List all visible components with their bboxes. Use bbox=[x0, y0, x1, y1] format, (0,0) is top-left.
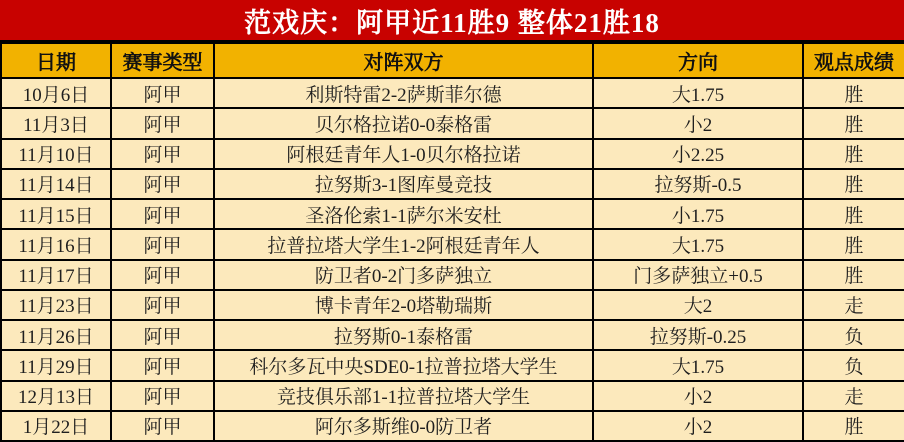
date-cell: 1月22日 bbox=[1, 411, 111, 441]
table-row bbox=[1, 381, 904, 411]
date-cell: 12月13日 bbox=[1, 381, 111, 411]
table-row bbox=[1, 169, 904, 199]
date-cell: 11月14日 bbox=[1, 169, 111, 199]
direction-cell: 大2 bbox=[593, 290, 803, 320]
table-row bbox=[1, 199, 904, 229]
direction-cell: 拉努斯-0.25 bbox=[593, 320, 803, 350]
page-title: 范戏庆：阿甲近11胜9 整体21胜18 bbox=[0, 0, 904, 42]
match-cell: 拉努斯3-1图库曼竞技 bbox=[214, 169, 593, 199]
league-cell: 阿甲 bbox=[111, 290, 214, 320]
result-cell: 胜 bbox=[803, 139, 904, 169]
league-cell: 阿甲 bbox=[111, 108, 214, 138]
league-cell: 阿甲 bbox=[111, 78, 214, 108]
table-row bbox=[1, 108, 904, 138]
result-cell: 负 bbox=[803, 350, 904, 380]
league-cell: 阿甲 bbox=[111, 320, 214, 350]
result-cell: 胜 bbox=[803, 199, 904, 229]
table-body bbox=[1, 78, 904, 441]
table-row bbox=[1, 350, 904, 380]
match-cell: 拉努斯0-1泰格雷 bbox=[214, 320, 593, 350]
direction-cell: 大1.75 bbox=[593, 350, 803, 380]
table-row bbox=[1, 229, 904, 259]
result-cell: 胜 bbox=[803, 229, 904, 259]
col-header-direction: 方向 bbox=[593, 43, 803, 78]
date-cell: 11月15日 bbox=[1, 199, 111, 229]
date-cell: 11月29日 bbox=[1, 350, 111, 380]
table-row bbox=[1, 411, 904, 441]
league-cell: 阿甲 bbox=[111, 229, 214, 259]
league-cell: 阿甲 bbox=[111, 139, 214, 169]
col-header-date: 日期 bbox=[1, 43, 111, 78]
league-cell: 阿甲 bbox=[111, 199, 214, 229]
result-cell: 胜 bbox=[803, 108, 904, 138]
result-cell: 胜 bbox=[803, 169, 904, 199]
date-cell: 11月17日 bbox=[1, 260, 111, 290]
result-cell: 走 bbox=[803, 381, 904, 411]
result-cell: 负 bbox=[803, 320, 904, 350]
date-cell: 11月10日 bbox=[1, 139, 111, 169]
league-cell: 阿甲 bbox=[111, 411, 214, 441]
direction-cell: 大1.75 bbox=[593, 78, 803, 108]
direction-cell: 小2 bbox=[593, 108, 803, 138]
result-cell: 胜 bbox=[803, 411, 904, 441]
result-cell: 胜 bbox=[803, 78, 904, 108]
result-cell: 胜 bbox=[803, 260, 904, 290]
league-cell: 阿甲 bbox=[111, 381, 214, 411]
match-cell: 阿根廷青年人1-0贝尔格拉诺 bbox=[214, 139, 593, 169]
match-cell: 博卡青年2-0塔勒瑞斯 bbox=[214, 290, 593, 320]
match-cell: 阿尔多斯维0-0防卫者 bbox=[214, 411, 593, 441]
direction-cell: 小1.75 bbox=[593, 199, 803, 229]
direction-cell: 小2 bbox=[593, 381, 803, 411]
result-cell: 走 bbox=[803, 290, 904, 320]
match-cell: 贝尔格拉诺0-0泰格雷 bbox=[214, 108, 593, 138]
table-row bbox=[1, 320, 904, 350]
match-cell: 防卫者0-2门多萨独立 bbox=[214, 260, 593, 290]
direction-cell: 小2 bbox=[593, 411, 803, 441]
col-header-league: 赛事类型 bbox=[111, 43, 214, 78]
league-cell: 阿甲 bbox=[111, 260, 214, 290]
league-cell: 阿甲 bbox=[111, 350, 214, 380]
match-cell: 科尔多瓦中央SDE0-1拉普拉塔大学生 bbox=[214, 350, 593, 380]
direction-cell: 拉努斯-0.5 bbox=[593, 169, 803, 199]
table-row bbox=[1, 78, 904, 108]
date-cell: 11月3日 bbox=[1, 108, 111, 138]
date-cell: 11月16日 bbox=[1, 229, 111, 259]
header-row bbox=[1, 43, 904, 78]
table-row bbox=[1, 290, 904, 320]
table-row bbox=[1, 260, 904, 290]
match-cell: 竞技俱乐部1-1拉普拉塔大学生 bbox=[214, 381, 593, 411]
direction-cell: 小2.25 bbox=[593, 139, 803, 169]
table-header bbox=[1, 43, 904, 78]
table-row bbox=[1, 139, 904, 169]
match-cell: 拉普拉塔大学生1-2阿根廷青年人 bbox=[214, 229, 593, 259]
match-cell: 圣洛伦索1-1萨尔米安杜 bbox=[214, 199, 593, 229]
match-cell: 利斯特雷2-2萨斯菲尔德 bbox=[214, 78, 593, 108]
league-cell: 阿甲 bbox=[111, 169, 214, 199]
date-cell: 11月23日 bbox=[1, 290, 111, 320]
col-header-match: 对阵双方 bbox=[214, 43, 593, 78]
date-cell: 11月26日 bbox=[1, 320, 111, 350]
col-header-result: 观点成绩 bbox=[803, 43, 904, 78]
results-table bbox=[0, 42, 904, 442]
direction-cell: 大1.75 bbox=[593, 229, 803, 259]
date-cell: 10月6日 bbox=[1, 78, 111, 108]
direction-cell: 门多萨独立+0.5 bbox=[593, 260, 803, 290]
